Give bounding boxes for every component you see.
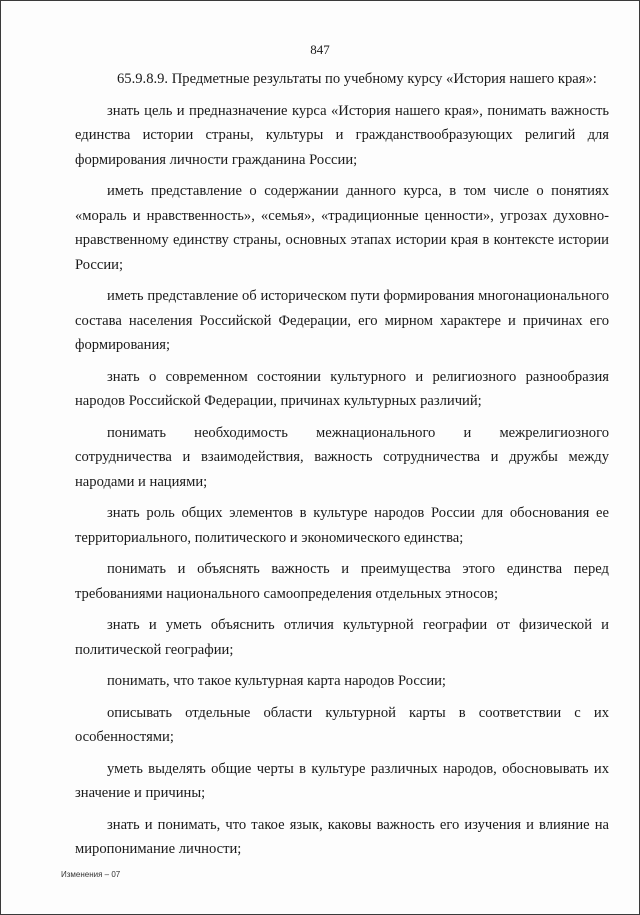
paragraph: понимать необходимость межнационального и межрелигиозного сотрудничества и взаимодействия, важность сотрудничества и дружбы между народами и нациями;	[75, 424, 609, 490]
paragraph: знать цель и предназначение курса «История нашего края», понимать важность единства истории страны, культуры и гражданствообразующих религий для формирования личности гражданина России;	[75, 102, 609, 168]
document-body	[75, 67, 609, 869]
paragraph: знать роль общих элементов в культуре народов России для обоснования ее территориального, политического и экономического единства;	[75, 505, 609, 546]
paragraph: иметь представление об историческом пути формирования многонационального состава населения Российской Федерации, его мирном характере и причинах его формирования;	[75, 288, 609, 353]
paragraph: знать и уметь объяснить отличия культурной географии от физической и политической географии;	[75, 617, 609, 658]
paragraph: уметь выделять общие черты в культуре различных народов, обосновывать их значение и причины;	[75, 760, 609, 801]
page-number: 847	[310, 42, 330, 57]
paragraph: описывать отдельные области культурной карты в соответствии с их особенностями;	[75, 704, 609, 745]
paragraph: знать о современном состоянии культурного и религиозного разнообразия народов Российской Федерации, причинах культурных различий;	[75, 368, 609, 409]
paragraph: понимать и объяснять важность и преимущества этого единства перед требованиями национального самоопределения отдельных этносов;	[75, 561, 609, 602]
paragraph: понимать, что такое культурная карта народов России;	[107, 673, 446, 689]
paragraph: иметь представление о содержании данного курса, в том числе о понятиях «мораль и нравственность», «семья», «традиционные ценности», угрозах духовно-нравственному единству страны, основных этапах истории края в контексте истории России;	[75, 183, 609, 273]
footer-revision-note: Изменения – 07	[61, 870, 121, 879]
paragraph: знать и понимать, что такое язык, каковы важность его изучения и влияние на миропонимание личности;	[75, 816, 609, 857]
section-heading: 65.9.8.9. Предметные результаты по учебному курсу «История нашего края»:	[117, 71, 597, 87]
